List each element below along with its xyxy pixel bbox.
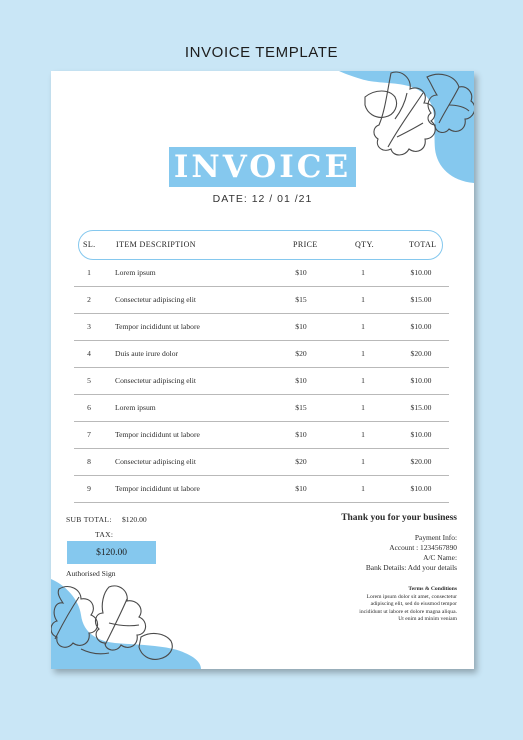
row-description: Consectetur adipiscing elit: [115, 376, 196, 385]
table-row: [74, 260, 449, 287]
terms-line: incididunt ut labore et dolore magna aliqua.: [359, 608, 457, 615]
row-price: $20: [295, 457, 307, 466]
row-sl: 1: [87, 268, 91, 277]
table-row: [74, 476, 449, 503]
terms-line: Ut enim ad minim veniam: [398, 616, 457, 622]
table-row: [74, 395, 449, 422]
row-description: Tempor incididunt ut labore: [115, 322, 200, 331]
invoice-title: INVOICE: [173, 149, 352, 185]
subtotal-label: SUB TOTAL:: [66, 515, 112, 524]
tax-label: TAX:: [95, 530, 114, 539]
leaf-outline-icon: [51, 579, 201, 669]
row-total: $15.00: [410, 403, 432, 412]
table-row: [74, 422, 449, 449]
subtotal-value: $120.00: [122, 515, 147, 524]
row-qty: 1: [361, 349, 365, 358]
table-row: [74, 314, 449, 341]
signature-label: Authorised Sign: [66, 569, 116, 578]
payment-info: [366, 533, 457, 573]
row-description: Tempor incididunt ut labore: [115, 484, 200, 493]
terms-conditions: [267, 586, 457, 624]
grand-total-value: $120.00: [96, 547, 127, 558]
row-qty: 1: [361, 457, 365, 466]
row-sl: 8: [87, 457, 91, 466]
invoice-title-box: [169, 147, 356, 187]
row-total: $20.00: [410, 349, 432, 358]
row-price: $10: [295, 376, 307, 385]
row-sl: 2: [87, 295, 91, 304]
header-price: PRICE: [293, 240, 318, 249]
invoice-sheet: [51, 71, 474, 669]
row-qty: 1: [361, 295, 365, 304]
row-qty: 1: [361, 430, 365, 439]
row-total: $10.00: [410, 376, 432, 385]
row-sl: 4: [87, 349, 91, 358]
row-qty: 1: [361, 403, 365, 412]
row-price: $20: [295, 349, 307, 358]
row-sl: 9: [87, 484, 91, 493]
row-qty: 1: [361, 484, 365, 493]
header-total: TOTAL: [409, 240, 437, 249]
payment-title: Payment Info:: [414, 533, 457, 542]
leaf-outline-icon: [339, 71, 474, 183]
table-row: [74, 341, 449, 368]
table-row: [74, 368, 449, 395]
row-description: Lorem ipsum: [115, 268, 156, 277]
row-description: Lorem ipsum: [115, 403, 156, 412]
row-sl: 5: [87, 376, 91, 385]
row-qty: 1: [361, 376, 365, 385]
table-header: [78, 230, 443, 260]
row-qty: 1: [361, 322, 365, 331]
header-qty: QTY.: [355, 240, 375, 249]
terms-line: adipiscing elit, sed do eiusmod tempor: [370, 601, 457, 607]
invoice-date: DATE: 12 / 01 /21: [212, 193, 313, 205]
row-description: Tempor incididunt ut labore: [115, 430, 200, 439]
payment-ac-name: A/C Name:: [423, 553, 457, 562]
row-price: $10: [295, 268, 307, 277]
row-description: Consectetur adipiscing elit: [115, 295, 196, 304]
payment-account: Account : 1234567890: [389, 543, 457, 552]
row-price: $15: [295, 403, 307, 412]
row-total: $10.00: [410, 322, 432, 331]
row-qty: 1: [361, 268, 365, 277]
row-description: Duis aute irure dolor: [115, 349, 179, 358]
header-sl: SL.: [83, 240, 96, 249]
row-total: $10.00: [410, 268, 432, 277]
grand-total-box: [67, 541, 156, 564]
row-price: $10: [295, 484, 307, 493]
terms-line: Lorem ipsum dolor sit amet, consectetur: [366, 593, 457, 600]
row-total: $10.00: [410, 430, 432, 439]
payment-bank: Bank Details: Add your details: [365, 563, 457, 572]
row-total: $20.00: [410, 457, 432, 466]
row-sl: 6: [87, 403, 91, 412]
terms-title: Terms & Conditions: [408, 586, 457, 592]
row-sl: 7: [87, 430, 91, 439]
page-heading: INVOICE TEMPLATE: [184, 44, 339, 61]
table-row: [74, 449, 449, 476]
row-price: $10: [295, 322, 307, 331]
thanks-message: Thank you for your business: [341, 513, 457, 523]
items-table: [74, 260, 449, 503]
header-description: ITEM DESCRIPTION: [116, 240, 196, 249]
table-row: [74, 287, 449, 314]
row-price: $10: [295, 430, 307, 439]
row-price: $15: [295, 295, 307, 304]
row-sl: 3: [87, 322, 91, 331]
row-total: $15.00: [410, 295, 432, 304]
row-total: $10.00: [410, 484, 432, 493]
row-description: Consectetur adipiscing elit: [115, 457, 196, 466]
